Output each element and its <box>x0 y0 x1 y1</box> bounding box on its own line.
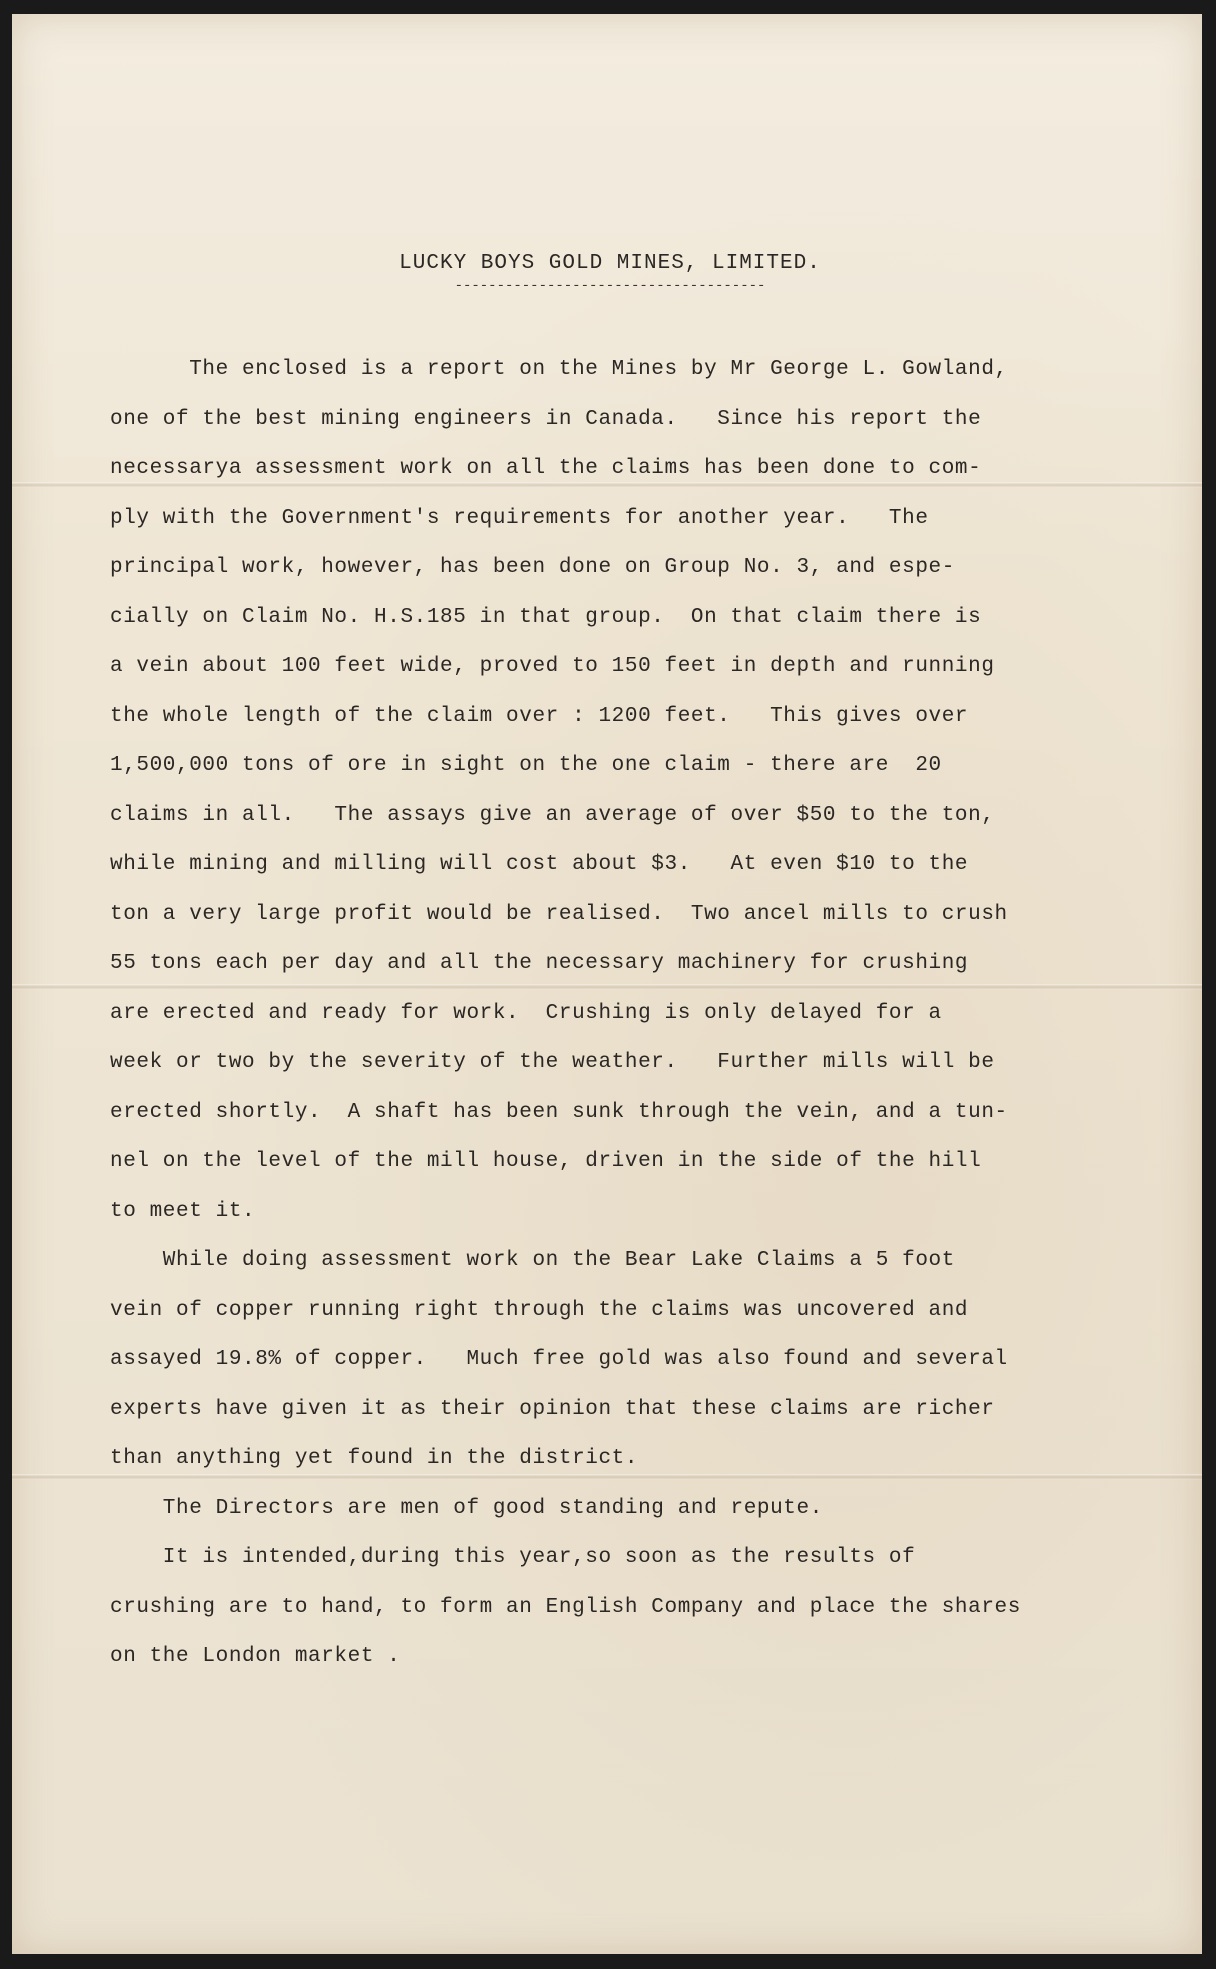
document-body <box>110 345 1170 1682</box>
document-line: While doing assessment work on the Bear Lake Claims a 5 foot <box>110 1249 955 1272</box>
document-line: to meet it. <box>110 1199 256 1223</box>
document-line: the whole length of the claim over : 1200 feet. This gives over <box>110 704 969 728</box>
document-line: nel on the level of the mill house, driven in the side of the hill <box>110 1150 982 1173</box>
document-line: than anything yet found in the district. <box>110 1447 639 1470</box>
document-line: assayed 19.8% of copper. Much free gold was also found and several <box>110 1348 1008 1371</box>
document-line: The Directors are men of good standing and repute. <box>110 1496 823 1520</box>
typed-report <box>110 252 1170 1682</box>
document-line: claims in all. The assays give an average of over $50 to the ton, <box>110 803 995 827</box>
document-line: one of the best mining engineers in Canada. Since his report the <box>110 407 982 431</box>
document-line: on the London market . <box>110 1645 401 1668</box>
document-line: The enclosed is a report on the Mines by Mr George L. Gowland, <box>110 358 1008 381</box>
document-line: ply with the Government's requirements for another year. The <box>110 506 929 530</box>
document-line: week or two by the severity of the weather. Further mills will be <box>110 1051 995 1074</box>
document-line: necessarya assessment work on all the claims has been done to com- <box>110 457 982 480</box>
document-line: cially on Claim No. H.S.185 in that group. On that claim there is <box>110 605 982 629</box>
document-line: erected shortly. A shaft has been sunk through the vein, and a tun- <box>110 1100 1008 1124</box>
document-line: crushing are to hand, to form an English Company and place the shares <box>110 1595 1021 1619</box>
document-title: LUCKY BOYS GOLD MINES, LIMITED. <box>399 252 821 275</box>
document-line: are erected and ready for work. Crushing is only delayed for a <box>110 1001 942 1025</box>
document-line: principal work, however, has been done on Group No. 3, and espe- <box>110 556 955 579</box>
document-line: ton a very large profit would be realised. Two ancel mills to crush <box>110 902 1008 926</box>
document-line: vein of copper running right through the claims was uncovered and <box>110 1298 969 1322</box>
document-line: 1,500,000 tons of ore in sight on the one claim - there are 20 <box>110 754 942 777</box>
document-line: 55 tons each per day and all the necessary machinery for crushing <box>110 952 969 975</box>
document-line: a vein about 100 feet wide, proved to 150 feet in depth and running <box>110 655 995 678</box>
document-line: while mining and milling will cost about $3. At even $10 to the <box>110 853 969 876</box>
document-line: It is intended,during this year,so soon as the results of <box>110 1546 916 1569</box>
document-line: experts have given it as their opinion that these claims are richer <box>110 1397 995 1421</box>
title-underline: ------------------------------------- <box>454 278 766 294</box>
